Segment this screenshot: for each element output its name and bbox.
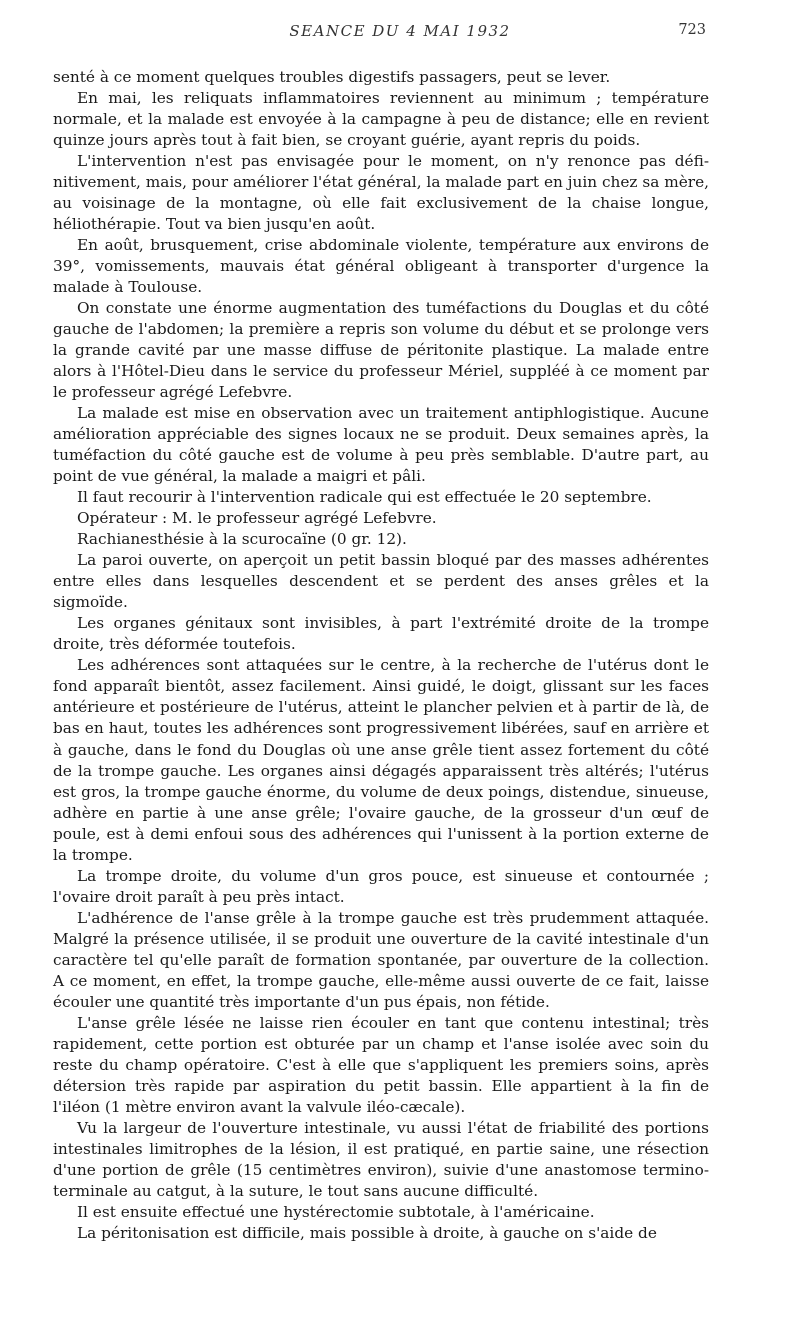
paragraph: La malade est mise en observation avec un traitement antiphlogistique. Aucune amélioration appréciable des signes locaux ne se produit. Deux semaines après, la tuméfaction du côté gauche est de volume à peu près semblable. D'autre part, au point de vue général, la malade a maigri et pâli.	[53, 404, 709, 486]
paragraph: On constate une énorme augmentation des tuméfactions du Douglas et du côté gauche de l'abdomen; la première a repris son volume du début et se prolonge vers la grande cavité par une masse diffuse de péritonite plastique. La malade entre alors à l'Hôtel-Dieu dans le service du professeur Mériel, suppléé à ce moment par le professeur agrégé Lefebvre.	[53, 299, 709, 402]
page-number: 723	[678, 22, 706, 38]
paragraph: La péritonisation est difficile, mais possible à droite, à gauche on s'aide de	[77, 1223, 657, 1242]
paragraph: Il faut recourir à l'intervention radicale qui est effectuée le 20 septembre.	[77, 488, 652, 507]
paragraph: Opérateur : M. le professeur agrégé Lefebvre.	[77, 509, 437, 528]
paragraph: La trompe droite, du volume d'un gros pouce, est sinueuse et contournée ; l'ovaire droit paraît à peu près intact.	[53, 866, 709, 906]
body-text	[53, 67, 709, 1244]
running-title: SEANCE DU 4 MAI 1932	[289, 22, 511, 40]
paragraph: senté à ce moment quelques troubles digestifs passagers, peut se lever.	[53, 68, 611, 86]
paragraph: Les adhérences sont attaquées sur le centre, à la recherche de l'utérus dont le fond apparaît bientôt, assez facilement. Ainsi guidé, le doigt, glissant sur les faces antérieure et postérieure de l'utérus, atteint le plancher pelvien et à partir de là, de bas en haut, toutes les adhérences sont progressivement libérées, sauf en arrière et à gauche, dans le fond du Douglas où une anse grêle tient assez fortement du côté de la trompe gauche. Les organes ainsi dégagés apparaissent très altérés; l'utérus est gros, la trompe gauche énorme, du volume de deux poings, distendue, sinueuse, adhère en partie à une anse grêle; l'ovaire gauche, de la grosseur d'un œuf de poule, est à demi enfoui sous des adhérences qui l'unissent à la portion externe de la trompe.	[53, 656, 709, 864]
paragraph: La paroi ouverte, on aperçoit un petit bassin bloqué par des masses adhérentes entre elles dans lesquelles descendent et se perdent des anses grêles et la sigmoïde.	[53, 551, 709, 612]
paragraph: L'anse grêle lésée ne laisse rien écouler en tant que contenu intestinal; très rapidement, cette portion est obturée par un champ et l'anse isolée avec soin du reste du champ opératoire. C'est à elle que s'appliquent les premiers soins, après détersion très rapide par aspiration du petit bassin. Elle appartient à la fin de l'iléon (1 mètre environ avant la valvule iléo-cæcale).	[53, 1013, 709, 1116]
paragraph: L'intervention n'est pas envisagée pour le moment, on n'y renonce pas définitivement, mais, pour améliorer l'état général, la malade part en juin chez sa mère, au voisinage de la montagne, où elle fait exclusivement de la chaise longue, héliothérapie. Tout va bien jusqu'en août.	[53, 152, 709, 234]
paragraph: L'adhérence de l'anse grêle à la trompe gauche est très prudemment attaquée. Malgré la présence utilisée, il se produit une ouverture de la cavité intestinale d'un caractère tel qu'elle paraît de formation spontanée, par ouverture de la collection. A ce moment, en effet, la trompe gauche, elle-même aussi ouverte de ce fait, laisse écouler une quantité très importante d'un pus épais, non fétide.	[53, 908, 709, 1011]
paragraph: En août, brusquement, crise abdominale violente, température aux environs de 39°, vomissements, mauvais état général obligeant à transporter d'urgence la malade à Toulouse.	[53, 236, 709, 297]
paragraph: Rachianesthésie à la scurocaïne (0 gr. 12).	[77, 530, 407, 549]
paragraph: Vu la largeur de l'ouverture intestinale, vu aussi l'état de friabilité des portions intestinales limitrophes de la lésion, il est pratiqué, en partie saine, une résection d'une portion de grêle (15 centimètres environ), suivie d'une anastomose termino-terminale au catgut, à la suture, le tout sans aucune difficulté.	[53, 1118, 709, 1200]
paragraph: Il est ensuite effectué une hystérectomie subtotale, à l'américaine.	[77, 1202, 595, 1221]
paragraph: En mai, les reliquats inflammatoires reviennent au minimum ; température normale, et la malade est envoyée à la campagne à peu de distance; elle en revient quinze jours après tout à fait bien, se croyant guérie, ayant repris du poids.	[53, 89, 709, 150]
paragraph: Les organes génitaux sont invisibles, à part l'extrémité droite de la trompe droite, très déformée toutefois.	[53, 614, 709, 654]
